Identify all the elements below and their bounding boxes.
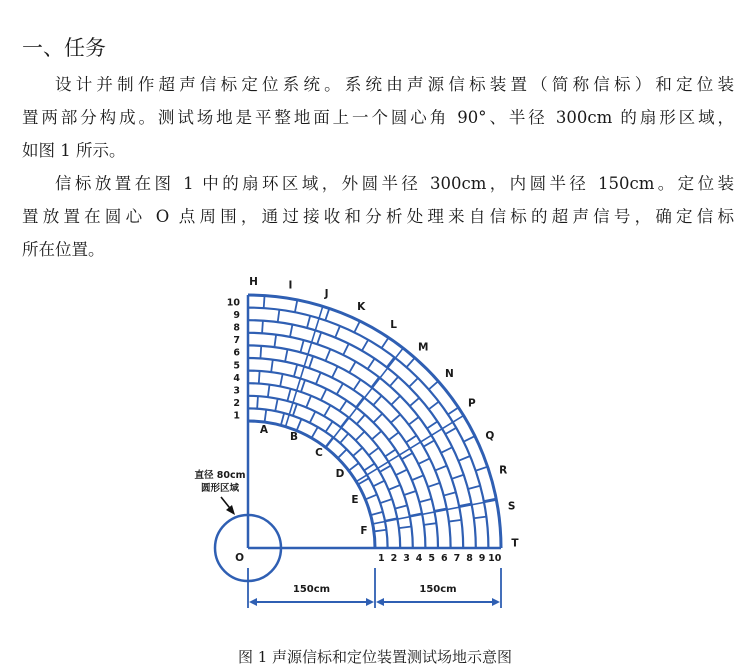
radial-divider: [287, 389, 290, 401]
circle-note-line1: 直径 80cm: [194, 470, 246, 481]
radial-divider: [412, 475, 424, 480]
ring-number-bottom: 9: [478, 553, 486, 564]
radial-divider: [399, 526, 411, 528]
origin-label: O: [235, 552, 244, 564]
radial-divider: [306, 396, 311, 408]
radial-divider: [373, 396, 381, 405]
radial-divider: [301, 380, 305, 392]
figure-caption: 图 1 声源信标和定位装置测试场地示意图: [237, 648, 513, 666]
radial-divider: [452, 475, 464, 479]
radial-divider: [297, 419, 302, 431]
radial-divider: [419, 499, 431, 502]
radial-divider: [356, 431, 365, 440]
radial-divider: [407, 358, 415, 367]
sector-letter-inner: F: [360, 525, 368, 537]
ring-number-bottom: 3: [403, 553, 410, 564]
radial-divider: [369, 448, 379, 456]
radial-divider: [290, 325, 292, 337]
radial-divider: [257, 396, 258, 409]
radial-spoke: [373, 500, 497, 524]
radial-divider: [340, 400, 347, 410]
sector-grid: [215, 295, 501, 581]
radial-divider: [410, 398, 419, 406]
radial-divider: [368, 359, 375, 369]
radial-divider: [372, 431, 381, 439]
radial-divider: [337, 383, 343, 394]
radial-divider: [406, 435, 416, 442]
sector-letter-outer: P: [467, 397, 476, 410]
section-heading: 一、任务: [22, 36, 106, 60]
text-line: 信标放置在图 1 中的扇环区域，外圆半径 300cm，内圆半径 150cm。定位装: [55, 174, 734, 193]
radial-divider: [265, 410, 267, 422]
radial-divider: [326, 349, 331, 361]
text-line: 所在位置。: [22, 240, 105, 259]
ring-number-left: 3: [233, 385, 240, 397]
radial-divider: [373, 481, 384, 487]
sector-letter-outer: Q: [485, 429, 495, 442]
text-line: 置放置在圆心 O 点周围，通过接收和分析处理来自信标的超声信号，确定信标: [22, 207, 734, 226]
radial-divider: [268, 385, 270, 397]
radial-divider: [380, 499, 392, 503]
dimension-arrow-right: [492, 598, 500, 606]
radial-divider: [441, 447, 452, 453]
radial-divider: [402, 453, 413, 459]
radial-divider: [458, 456, 470, 461]
radial-divider: [353, 448, 362, 456]
radial-divider: [262, 321, 263, 334]
radial-divider: [259, 371, 260, 384]
radial-divider: [374, 530, 386, 532]
radial-divider: [349, 362, 355, 373]
radial-divider: [409, 378, 418, 387]
radial-divider: [294, 364, 297, 376]
ring-arc: [248, 308, 488, 548]
radial-divider: [281, 413, 284, 425]
ring-number-left: 9: [233, 309, 240, 321]
sector-letter-outer: N: [445, 367, 454, 380]
radial-divider: [476, 467, 488, 471]
dimension-label-right: 150cm: [419, 584, 457, 595]
arrow-head: [226, 505, 235, 515]
ring-number-bottom: 5: [428, 553, 436, 564]
radial-divider: [274, 335, 276, 347]
ring-number-left: 2: [233, 398, 240, 410]
radial-divider: [365, 495, 377, 500]
text-line: 置两部分构成。测试场地是平整地面上一个圆心角 90°、半径 300cm 的扇形区域，: [22, 108, 734, 127]
ring-number-left: 8: [233, 322, 240, 334]
radial-divider: [285, 349, 287, 361]
radial-divider: [357, 415, 365, 424]
radial-divider: [448, 407, 458, 414]
sector-letter-inner: E: [351, 494, 359, 506]
sector-letter-inner: B: [289, 431, 299, 443]
radial-divider: [349, 463, 359, 471]
radial-divider: [278, 310, 280, 322]
radial-divider: [427, 421, 437, 428]
dimension-lines: [248, 568, 501, 608]
radial-divider: [390, 377, 398, 386]
radial-divider: [338, 449, 347, 458]
radial-divider: [428, 483, 440, 487]
sector-letter-outer: I: [288, 279, 293, 292]
radial-divider: [317, 332, 321, 344]
radial-divider: [343, 344, 349, 355]
radial-divider: [423, 440, 434, 446]
radial-divider: [356, 397, 364, 407]
radial-divider: [444, 492, 456, 495]
radial-divider: [382, 338, 389, 348]
radial-divider: [418, 458, 429, 464]
radial-divider: [264, 296, 265, 309]
radial-divider: [364, 463, 374, 470]
radial-divider: [373, 414, 382, 423]
text-line: 设计并制作超声信标定位系统。系统由声源信标装置（简称信标）和定位装: [55, 75, 734, 94]
radial-divider: [449, 520, 461, 522]
radial-divider: [275, 399, 277, 411]
radial-divider: [309, 356, 313, 368]
radial-divider: [307, 316, 310, 328]
radial-divider: [371, 377, 379, 387]
radial-divider: [362, 340, 368, 351]
circle-note-line2: 圆形区域: [200, 483, 240, 494]
radial-divider: [341, 417, 349, 427]
ring-number-bottom: 10: [488, 553, 502, 564]
radial-divider: [391, 414, 400, 422]
radial-divider: [424, 523, 436, 525]
radial-divider: [312, 427, 318, 438]
radial-divider: [429, 381, 438, 389]
radial-divider: [371, 512, 383, 515]
ring-number-left: 4: [233, 372, 240, 384]
radial-divider: [409, 417, 419, 425]
ring-number-bottom: 6: [440, 553, 448, 564]
ring-number-left: 7: [233, 335, 240, 347]
sector-letter-outer: T: [511, 537, 519, 550]
radial-divider: [300, 340, 303, 352]
ring-number-bottom: 4: [415, 553, 423, 564]
ring-number-left: 1: [233, 410, 240, 422]
ring-number-left: 5: [233, 360, 240, 372]
sector-letter-outer: H: [249, 276, 258, 289]
radial-divider: [293, 404, 297, 416]
radial-divider: [404, 491, 416, 495]
ring-number-bottom: 1: [377, 553, 385, 564]
radial-divider: [429, 402, 439, 410]
sector-letter-outer: J: [324, 287, 329, 300]
sector-letter-outer: K: [357, 301, 366, 314]
radial-divider: [324, 405, 330, 416]
radial-divider: [445, 428, 456, 434]
radial-divider: [321, 389, 327, 400]
radial-divider: [391, 396, 400, 405]
sector-letter-inner: C: [315, 447, 323, 459]
radial-divider: [387, 357, 395, 367]
radial-divider: [271, 360, 273, 372]
dimension-arrow-left: [376, 598, 384, 606]
ring-number-bottom: 7: [453, 553, 461, 564]
ring-number-bottom: 2: [390, 553, 398, 564]
radial-divider: [332, 366, 338, 377]
radial-divider: [326, 421, 333, 431]
sector-letter-outer: S: [507, 500, 516, 513]
radial-divider: [354, 380, 361, 390]
radial-divider: [295, 300, 297, 312]
radial-divider: [280, 374, 282, 386]
radial-divider: [464, 436, 475, 442]
radial-divider: [396, 470, 407, 476]
radial-divider: [310, 411, 316, 422]
radial-divider: [435, 466, 447, 471]
radial-divider: [385, 449, 395, 456]
ring-number-bottom: 8: [466, 553, 473, 564]
radial-divider: [325, 308, 329, 320]
ring-number-left: 10: [226, 297, 240, 309]
radial-divider: [389, 485, 401, 490]
sector-letter-outer: L: [390, 319, 397, 332]
dimension-arrow-right: [366, 598, 374, 606]
sector-letter-outer: M: [418, 341, 429, 354]
ring-number-left: 6: [233, 347, 240, 359]
sector-letter-outer: R: [499, 464, 508, 477]
sector-letter-inner: D: [335, 468, 345, 480]
radial-divider: [340, 434, 348, 443]
radial-divider: [354, 321, 360, 332]
radial-divider: [389, 432, 399, 440]
dimension-arrow-left: [249, 598, 257, 606]
radial-divider: [474, 517, 486, 519]
radial-divider: [260, 346, 261, 359]
radial-divider: [316, 372, 321, 384]
dimension-label-left: 150cm: [292, 584, 331, 595]
text-line: 如图 1 所示。: [22, 141, 126, 160]
radial-divider: [468, 486, 480, 489]
sector-letter-inner: A: [259, 424, 269, 436]
ring-arc: [248, 345, 451, 548]
ring-arc: [248, 383, 413, 548]
radial-divider: [395, 505, 407, 508]
radial-divider: [335, 326, 340, 338]
